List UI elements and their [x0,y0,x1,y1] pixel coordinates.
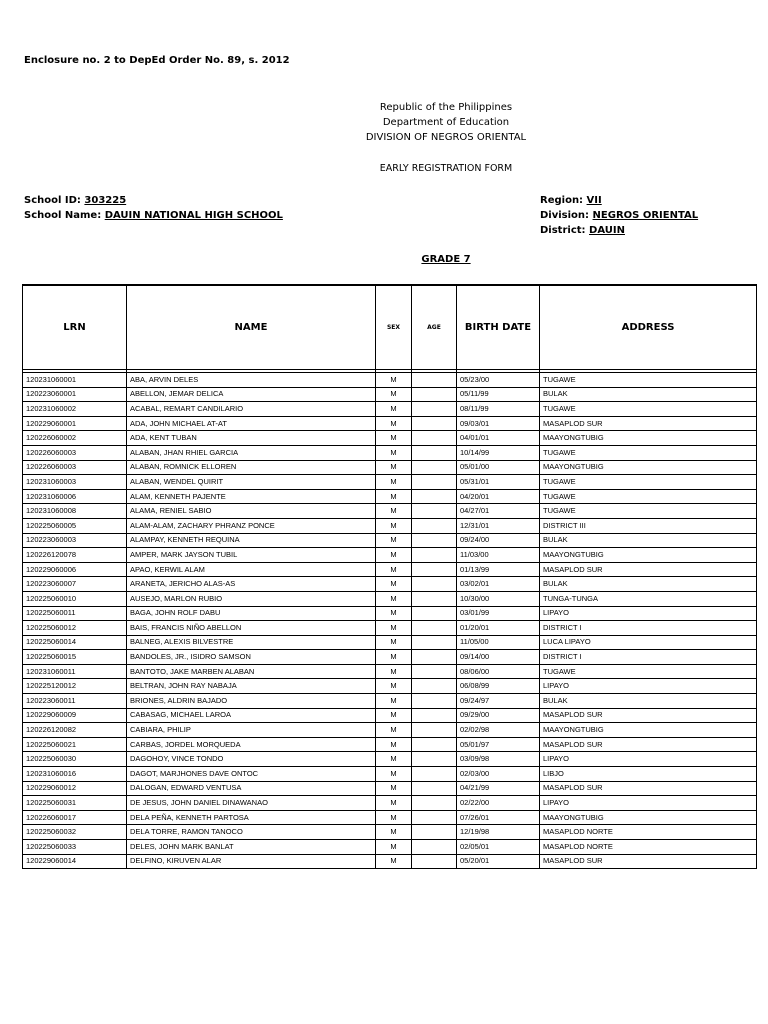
lrn-cell: 120225060021 [23,737,127,752]
lrn-cell: 120225060010 [23,591,127,606]
address-cell: MAAYONGTUBIG [540,810,757,825]
birth-date-cell: 05/31/01 [457,475,540,490]
name-cell: DE JESUS, JOHN DANIEL DINAWANAO [127,796,376,811]
country-line: Republic of the Philippines [379,102,513,113]
sex-cell: M [376,650,412,665]
table-row [23,489,757,504]
address-cell: TUGAWE [540,504,757,519]
age-cell [412,767,457,782]
lrn-cell: 120223060003 [23,533,127,548]
table-row [23,533,757,548]
name-cell: ADA, KENT TUBAN [127,431,376,446]
table-row [23,825,757,840]
lrn-cell: 120229060014 [23,854,127,869]
lrn-cell: 120225060015 [23,650,127,665]
column-header-sex: SEX [376,285,412,370]
age-cell [412,431,457,446]
table-row [23,373,757,388]
birth-date-cell: 02/05/01 [457,840,540,855]
column-header-lrn: LRN [23,285,127,370]
age-cell [412,621,457,636]
lrn-cell: 120231060006 [23,489,127,504]
table-row [23,562,757,577]
address-cell: BULAK [540,387,757,402]
age-cell [412,577,457,592]
lrn-cell: 120231060016 [23,767,127,782]
department-line: Department of Education [382,117,510,128]
name-cell: APAO, KERWIL ALAM [127,562,376,577]
form-title: EARLY REGISTRATION FORM [379,163,513,174]
address-cell: LIPAYO [540,796,757,811]
registration-table [22,284,757,869]
document-header [300,100,592,145]
address-cell: TUNGA-TUNGA [540,591,757,606]
birth-date-cell: 05/23/00 [457,373,540,388]
name-cell: DALOGAN, EDWARD VENTUSA [127,781,376,796]
address-cell: MASAPLOD SUR [540,562,757,577]
birth-date-cell: 06/08/99 [457,679,540,694]
address-cell: MAAYONGTUBIG [540,431,757,446]
table-row [23,431,757,446]
name-cell: DAGOT, MARJHONES DAVE ONTOC [127,767,376,782]
district-label: District: [540,225,586,236]
school-id-row [24,193,283,208]
district-value: DAUIN [589,225,625,236]
address-cell: BULAK [540,533,757,548]
lrn-cell: 120226060003 [23,445,127,460]
name-cell: DELFINO, KIRUVEN ALAR [127,854,376,869]
name-cell: ALABAN, ROMNICK ELLOREN [127,460,376,475]
name-cell: ADA, JOHN MICHAEL AT-AT [127,416,376,431]
name-cell: BAIS, FRANCIS NIÑO ABELLON [127,621,376,636]
table-row [23,694,757,709]
name-cell: DAGOHOY, VINCE TONDO [127,752,376,767]
age-cell [412,445,457,460]
age-cell [412,533,457,548]
division-value: NEGROS ORIENTAL [592,210,699,221]
birth-date-cell: 01/13/99 [457,562,540,577]
sex-cell: M [376,402,412,417]
table-row [23,854,757,869]
name-cell: BANTOTO, JAKE MARBEN ALABAN [127,664,376,679]
school-name-value: DAUIN NATIONAL HIGH SCHOOL [104,210,283,221]
table-row [23,752,757,767]
name-cell: CARBAS, JORDEL MORQUEDA [127,737,376,752]
address-cell: BULAK [540,577,757,592]
sex-cell: M [376,475,412,490]
sex-cell: M [376,460,412,475]
sex-cell: M [376,504,412,519]
address-cell: MAAYONGTUBIG [540,548,757,563]
lrn-cell: 120231060008 [23,504,127,519]
name-cell: DELES, JOHN MARK BANLAT [127,840,376,855]
age-cell [412,635,457,650]
address-cell: MASAPLOD SUR [540,416,757,431]
birth-date-cell: 09/24/00 [457,533,540,548]
address-cell: LIPAYO [540,752,757,767]
table-header-row [23,285,757,370]
birth-date-cell: 12/19/98 [457,825,540,840]
lrn-cell: 120225060014 [23,635,127,650]
sex-cell: M [376,621,412,636]
age-cell [412,810,457,825]
name-cell: ALAM-ALAM, ZACHARY PHRANZ PONCE [127,518,376,533]
table-row [23,460,757,475]
address-cell: LIBJO [540,767,757,782]
lrn-cell: 120225060005 [23,518,127,533]
age-cell [412,679,457,694]
sex-cell: M [376,767,412,782]
birth-date-cell: 08/11/99 [457,402,540,417]
division-line: DIVISION OF NEGROS ORIENTAL [365,132,527,143]
lrn-cell: 120225060030 [23,752,127,767]
lrn-cell: 120225060031 [23,796,127,811]
birth-date-cell: 04/21/99 [457,781,540,796]
address-cell: MAAYONGTUBIG [540,723,757,738]
birth-date-cell: 11/03/00 [457,548,540,563]
school-name-row [24,208,283,223]
lrn-cell: 120231060011 [23,664,127,679]
address-cell: TUGAWE [540,475,757,490]
birth-date-cell: 02/22/00 [457,796,540,811]
lrn-cell: 120226120082 [23,723,127,738]
school-name-label: School Name: [24,210,102,221]
name-cell: DELA TORRE, RAMON TANOCO [127,825,376,840]
birth-date-cell: 05/01/00 [457,460,540,475]
lrn-cell: 120225060032 [23,825,127,840]
school-id-value: 303225 [84,195,127,206]
name-cell: AMPER, MARK JAYSON TUBIL [127,548,376,563]
sex-cell: M [376,416,412,431]
school-id-label: School ID: [24,195,81,206]
sex-cell: M [376,431,412,446]
name-cell: ABELLON, JEMAR DELICA [127,387,376,402]
table-row [23,548,757,563]
name-cell: CABASAG, MICHAEL LAROA [127,708,376,723]
birth-date-cell: 09/14/00 [457,650,540,665]
age-cell [412,518,457,533]
address-cell: BULAK [540,694,757,709]
name-cell: BAGA, JOHN ROLF DABU [127,606,376,621]
region-label: Region: [540,195,584,206]
birth-date-cell: 12/31/01 [457,518,540,533]
sex-cell: M [376,518,412,533]
address-cell: MASAPLOD SUR [540,781,757,796]
division-label: Division: [540,210,590,221]
age-cell [412,752,457,767]
sex-cell: M [376,445,412,460]
table-row [23,781,757,796]
age-cell [412,708,457,723]
age-cell [412,373,457,388]
sex-cell: M [376,854,412,869]
table-row [23,723,757,738]
birth-date-cell: 03/01/99 [457,606,540,621]
column-header-address: ADDRESS [540,285,757,370]
birth-date-cell: 03/09/98 [457,752,540,767]
region-row [540,193,698,208]
address-cell: DISTRICT I [540,621,757,636]
birth-date-cell: 08/06/00 [457,664,540,679]
name-cell: BANDOLES, JR., ISIDRO SAMSON [127,650,376,665]
name-cell: ALABAN, JHAN RHIEL GARCIA [127,445,376,460]
address-cell: TUGAWE [540,402,757,417]
sex-cell: M [376,781,412,796]
sex-cell: M [376,591,412,606]
lrn-cell: 120231060003 [23,475,127,490]
table-row [23,387,757,402]
table-row [23,402,757,417]
address-cell: DISTRICT I [540,650,757,665]
address-cell: TUGAWE [540,445,757,460]
table-row [23,577,757,592]
birth-date-cell: 09/24/97 [457,694,540,709]
sex-cell: M [376,606,412,621]
lrn-cell: 120223060011 [23,694,127,709]
birth-date-cell: 09/03/01 [457,416,540,431]
address-cell: MASAPLOD NORTE [540,840,757,855]
address-cell: DISTRICT III [540,518,757,533]
division-row [540,208,698,223]
column-header-age: AGE [412,285,457,370]
age-cell [412,548,457,563]
lrn-cell: 120225060033 [23,840,127,855]
lrn-cell: 120225060011 [23,606,127,621]
sex-cell: M [376,373,412,388]
age-cell [412,387,457,402]
enclosure-note: Enclosure no. 2 to DepEd Order No. 89, s. 2012 [24,55,290,66]
birth-date-cell: 04/27/01 [457,504,540,519]
sex-cell: M [376,810,412,825]
table-row [23,664,757,679]
table-row [23,518,757,533]
address-cell: MASAPLOD SUR [540,737,757,752]
name-cell: ALAMA, RENIEL SABIO [127,504,376,519]
birth-date-cell: 04/01/01 [457,431,540,446]
sex-cell: M [376,562,412,577]
age-cell [412,475,457,490]
sex-cell: M [376,737,412,752]
lrn-cell: 120226060017 [23,810,127,825]
name-cell: ALAM, KENNETH PAJENTE [127,489,376,504]
birth-date-cell: 05/01/97 [457,737,540,752]
sex-cell: M [376,533,412,548]
lrn-cell: 120226120078 [23,548,127,563]
sex-cell: M [376,548,412,563]
sex-cell: M [376,635,412,650]
lrn-cell: 120225060012 [23,621,127,636]
name-cell: BALNEG, ALEXIS BILVESTRE [127,635,376,650]
table-row [23,767,757,782]
lrn-cell: 120223060001 [23,387,127,402]
lrn-cell: 120229060001 [23,416,127,431]
name-cell: ALABAN, WENDEL QUIRIT [127,475,376,490]
address-cell: TUGAWE [540,489,757,504]
age-cell [412,504,457,519]
table-row [23,445,757,460]
table-row [23,591,757,606]
column-header-name: NAME [127,285,376,370]
table-row [23,796,757,811]
birth-date-cell: 05/11/99 [457,387,540,402]
sex-cell: M [376,796,412,811]
age-cell [412,694,457,709]
name-cell: BRIONES, ALDRIN BAJADO [127,694,376,709]
birth-date-cell: 02/02/98 [457,723,540,738]
table-row [23,650,757,665]
address-cell: LUCA LIPAYO [540,635,757,650]
district-row [540,223,698,238]
birth-date-cell: 07/26/01 [457,810,540,825]
age-cell [412,489,457,504]
column-header-birth-date: BIRTH DATE [457,285,540,370]
age-cell [412,416,457,431]
name-cell: AUSEJO, MARLON RUBIO [127,591,376,606]
address-cell: MASAPLOD SUR [540,708,757,723]
sex-cell: M [376,664,412,679]
birth-date-cell: 05/20/01 [457,854,540,869]
birth-date-cell: 11/05/00 [457,635,540,650]
lrn-cell: 120229060006 [23,562,127,577]
name-cell: ALAMPAY, KENNETH REQUINA [127,533,376,548]
sex-cell: M [376,840,412,855]
birth-date-cell: 09/29/00 [457,708,540,723]
school-info [24,193,283,223]
name-cell: ACABAL, REMART CANDILARIO [127,402,376,417]
age-cell [412,723,457,738]
sex-cell: M [376,489,412,504]
name-cell: CABIARA, PHILIP [127,723,376,738]
table-row [23,416,757,431]
address-cell: TUGAWE [540,373,757,388]
sex-cell: M [376,577,412,592]
age-cell [412,840,457,855]
age-cell [412,854,457,869]
address-cell: MASAPLOD SUR [540,854,757,869]
name-cell: BELTRAN, JOHN RAY NABAJA [127,679,376,694]
table-row [23,475,757,490]
table-row [23,708,757,723]
sex-cell: M [376,387,412,402]
address-cell: LIPAYO [540,606,757,621]
lrn-cell: 120226060003 [23,460,127,475]
table-row [23,840,757,855]
table-row [23,679,757,694]
birth-date-cell: 03/02/01 [457,577,540,592]
sex-cell: M [376,723,412,738]
address-cell: MAAYONGTUBIG [540,460,757,475]
table-row [23,635,757,650]
address-cell: MASAPLOD NORTE [540,825,757,840]
sex-cell: M [376,708,412,723]
age-cell [412,825,457,840]
address-cell: TUGAWE [540,664,757,679]
birth-date-cell: 02/03/00 [457,767,540,782]
birth-date-cell: 04/20/01 [457,489,540,504]
sex-cell: M [376,694,412,709]
age-cell [412,591,457,606]
region-value: VII [586,195,602,206]
age-cell [412,606,457,621]
table-row [23,606,757,621]
name-cell: ABA, ARVIN DELES [127,373,376,388]
birth-date-cell: 10/30/00 [457,591,540,606]
table-row [23,621,757,636]
age-cell [412,650,457,665]
lrn-cell: 120231060001 [23,373,127,388]
table-row [23,810,757,825]
table-row [23,737,757,752]
address-cell: LIPAYO [540,679,757,694]
birth-date-cell: 10/14/99 [457,445,540,460]
name-cell: ARANETA, JERICHO ALAS-AS [127,577,376,592]
lrn-cell: 120223060007 [23,577,127,592]
name-cell: DELA PEÑA, KENNETH PARTOSA [127,810,376,825]
sex-cell: M [376,679,412,694]
grade-level: GRADE 7 [421,254,471,265]
lrn-cell: 120226060002 [23,431,127,446]
lrn-cell: 120231060002 [23,402,127,417]
age-cell [412,562,457,577]
age-cell [412,781,457,796]
age-cell [412,402,457,417]
age-cell [412,664,457,679]
age-cell [412,737,457,752]
lrn-cell: 120229060012 [23,781,127,796]
lrn-cell: 120229060009 [23,708,127,723]
table-row [23,504,757,519]
sex-cell: M [376,752,412,767]
lrn-cell: 120225120012 [23,679,127,694]
sex-cell: M [376,825,412,840]
region-info [540,193,698,238]
birth-date-cell: 01/20/01 [457,621,540,636]
age-cell [412,796,457,811]
age-cell [412,460,457,475]
